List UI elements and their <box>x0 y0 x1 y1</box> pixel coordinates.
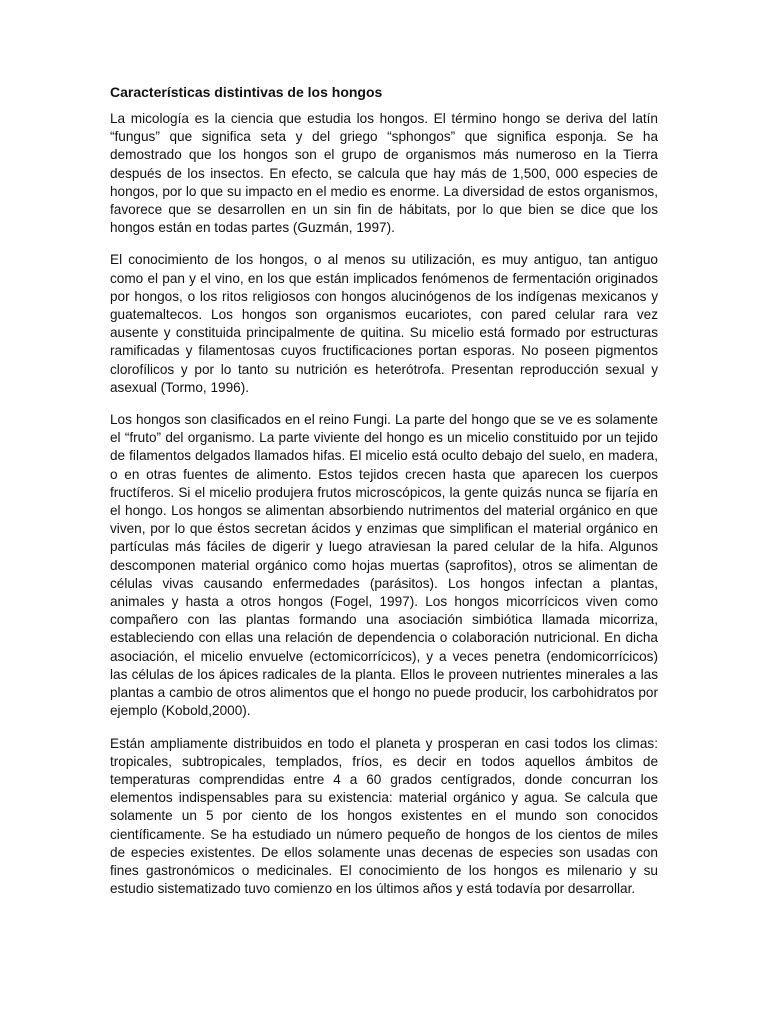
paragraph-3: Los hongos son clasificados en el reino Fungi. La parte del hongo que se ve es solamente el “fruto” del organismo. La parte viviente del hongo es un micelio constituido por un tejido de filamentos delgados llamados hifas. El micelio está oculto debajo del suelo, en madera, o en otras fuentes de alimento. Estos tejidos crecen hasta que aparecen los cuerpos fructíferos. Si el micelio produjera frutos microscópicos, la gente quizás nunca se fijaría en el hongo. Los hongos se alimentan absorbiendo nutrimentos del material orgánico en que viven, por lo que éstos secretan ácidos y enzimas que simplifican el material orgánico en partículas más fáciles de digerir y luego atraviesan la pared celular de la hifa. Algunos descomponen material orgánico como hojas muertas (saprofitos), otros se alimentan de células vivas causando enfermedades (parásitos). Los hongos infectan a plantas, animales y hasta a otros hongos (Fogel, 1997). Los hongos micorrícicos viven como compañero con las plantas formando una asociación simbiótica llamada micorriza, estableciendo con ellas una relación de dependencia o colaboración nutricional. En dicha asociación, el micelio envuelve (ectomicorrícicos), y a veces penetra (endomicorrícicos) las células de los ápices radicales de la planta. Ellos le proveen nutrientes minerales a las plantas a cambio de otros alimentos que el hongo no puede producir, los carbohidratos por ejemplo (Kobold,2000). <box>110 412 658 719</box>
document-body <box>110 83 658 912</box>
paragraph-2: El conocimiento de los hongos, o al menos su utilización, es muy antiguo, tan antiguo como el pan y el vino, en los que están implicados fenómenos de fermentación originados por hongos, o los ritos religiosos con hongos alucinógenos de los indígenas mexicanos y guatemaltecos. Los hongos son organismos eucariotes, con pared celular rara vez ausente y constituida principalmente de quitina. Su micelio está formado por estructuras ramificadas y filamentosas cuyos fructificaciones portan esporas. No poseen pigmentos clorofílicos y por lo tanto su nutrición es heterótrofa. Presentan reproducción sexual y asexual (Tormo, 1996). <box>110 252 658 395</box>
document-title: Características distintivas de los hongos <box>110 84 383 100</box>
paragraph-1: La micología es la ciencia que estudia los hongos. El término hongo se deriva del latín “fungus” que significa seta y del griego “sphongos” que significa esponja. Se ha demostrado que los hongos son el grupo de organismos más numeroso en la Tierra después de los insectos. En efecto, se calcula que hay más de 1,500, 000 especies de hongos, por lo que su impacto en el medio es enorme. La diversidad de estos organismos, favorece que se desarrollen en un sin fin de hábitats, por lo que bien se dice que los hongos están en todas partes (Guzmán, 1997). <box>110 111 658 236</box>
paragraph-4: Están ampliamente distribuidos en todo el planeta y prosperan en casi todos los climas: tropicales, subtropicales, templados, fríos, es decir en todos aquellos ámbitos de temperaturas comprendidas entre 4 a 60 grados centígrados, donde concurran los elementos indispensables para su existencia: material orgánico y agua. Se calcula que solamente un 5 por ciento de los hongos existentes en el mundo son conocidos científicamente. Se ha estudiado un número pequeño de hongos de los cientos de miles de especies existentes. De ellos solamente unas decenas de especies son usadas con fines gastronómicos o medicinales. El conocimiento de los hongos es milenario y su estudio sistematizado tuvo comienzo en los últimos años y está todavía por desarrollar. <box>110 735 658 897</box>
